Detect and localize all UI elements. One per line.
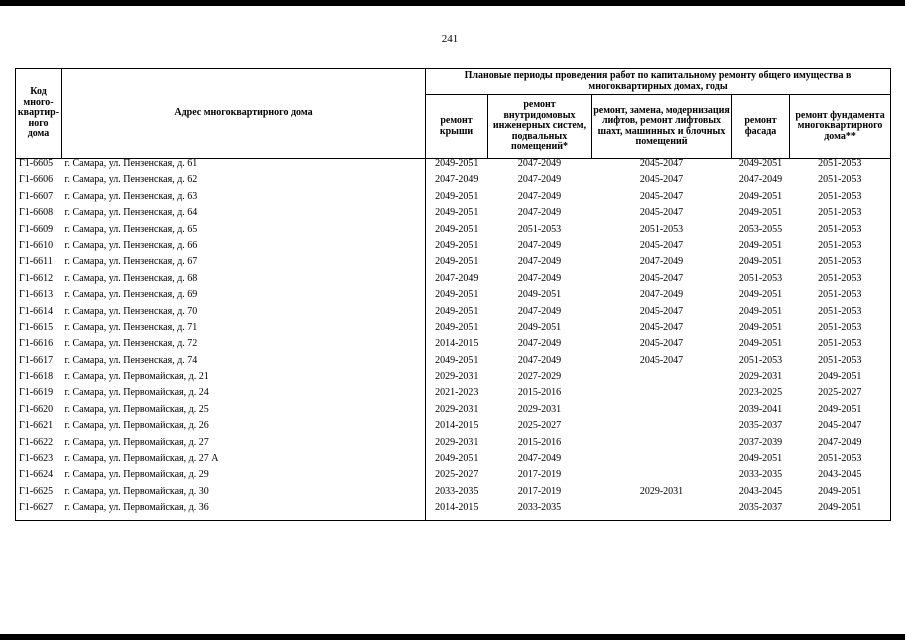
cell-lifts [592,405,732,421]
cell-lifts [592,372,732,388]
cell-systems: 2047-2049 [517,339,562,350]
cell-systems: 2047-2049 [517,158,562,169]
cell-foundation: 2049-2051 [790,487,891,503]
cell-lifts [592,470,732,486]
cell-facade: 2051-2053 [738,273,783,284]
cell-code: Г1-6622 [16,438,62,454]
cell-foundation: 2051-2053 [790,192,891,208]
cell-roof: 2049-2051 [435,191,479,202]
cell-systems: 2051-2053 [517,224,562,235]
cell-code: Г1-6624 [16,470,62,486]
cell-roof: 2049-2051 [435,290,479,301]
repair-schedule-table [15,68,891,521]
cell-roof: 2049-2051 [435,208,479,219]
cell-code: Г1-6610 [16,241,62,257]
cell-systems: 2033-2035 [488,503,592,520]
cell-code: Г1-6609 [16,225,62,241]
cell-roof: 2047-2049 [435,175,479,186]
cell-systems: 2047-2049 [517,454,562,465]
cell-foundation: 2051-2053 [790,225,891,241]
table-row [16,388,891,404]
cell-facade: 2049-2051 [738,191,783,202]
cell-lifts: 2045-2047 [639,191,684,202]
cell-facade: 2051-2053 [738,355,783,366]
table-row [16,208,891,224]
table-row [16,470,891,486]
cell-foundation: 2045-2047 [790,421,891,437]
cell-facade: 2049-2051 [738,306,783,317]
header-code: Код много-квартир-ного дома [16,69,62,159]
cell-foundation: 2051-2053 [790,454,891,470]
cell-foundation: 2051-2053 [790,307,891,323]
header-address: Адрес многоквартирного дома [62,69,426,159]
cell-foundation: 2043-2045 [790,470,891,486]
cell-lifts: 2045-2047 [639,208,684,219]
cell-roof: 2049-2051 [435,224,479,235]
table-row [16,274,891,290]
cell-systems: 2027-2029 [517,372,562,383]
cell-code: Г1-6605 [16,159,62,176]
cell-lifts [592,421,732,437]
cell-roof: 2049-2051 [435,306,479,317]
header-facade: ремонт фасада [732,95,790,159]
cell-lifts: 2047-2049 [639,290,684,301]
cell-lifts: 2045-2047 [639,158,684,169]
cell-facade: 2023-2025 [738,388,783,399]
cell-foundation: 2051-2053 [790,290,891,306]
cell-roof: 2049-2051 [435,322,479,333]
cell-facade: 2049-2051 [738,339,783,350]
cell-roof: 2014-2015 [435,339,479,350]
cell-code: Г1-6614 [16,307,62,323]
cell-address: г. Самара, ул. Первомайская, д. 26 [62,421,426,437]
table-row [16,503,891,520]
cell-facade: 2049-2051 [738,290,783,301]
cell-foundation: 2051-2053 [790,323,891,339]
cell-address: г. Самара, ул. Пензенская, д. 72 [62,339,426,355]
cell-lifts: 2045-2047 [639,306,684,317]
cell-roof: 2049-2051 [435,454,479,465]
top-border [0,0,905,6]
cell-roof: 2029-2031 [435,437,479,448]
cell-lifts [592,454,732,470]
cell-systems: 2029-2031 [517,404,562,415]
header-planned-periods: Плановые периоды проведения работ по капитальному ремонту общего имущества в многоквартирных домах, годы [426,69,891,95]
cell-foundation: 2051-2053 [790,339,891,355]
table-row [16,192,891,208]
cell-facade: 2047-2049 [738,175,783,186]
cell-facade: 2035-2037 [732,503,790,520]
cell-facade: 2029-2031 [738,372,783,383]
cell-address: г. Самара, ул. Первомайская, д. 27 [62,438,426,454]
cell-lifts: 2047-2049 [639,257,684,268]
cell-foundation: 2049-2051 [790,405,891,421]
table-row [16,438,891,454]
cell-roof: 2049-2051 [435,257,479,268]
cell-code: Г1-6620 [16,405,62,421]
cell-address: г. Самара, ул. Пензенская, д. 69 [62,290,426,306]
cell-foundation: 2051-2053 [790,356,891,372]
cell-address: г. Самара, ул. Пензенская, д. 67 [62,257,426,273]
header-systems: ремонт внутридомовых инженерных систем, подвальных помещений* [488,95,592,159]
cell-lifts: 2045-2047 [639,355,684,366]
cell-code: Г1-6623 [16,454,62,470]
cell-address: г. Самара, ул. Пензенская, д. 71 [62,323,426,339]
cell-systems: 2017-2019 [517,470,562,481]
cell-facade: 2039-2041 [738,404,783,415]
cell-lifts: 2045-2047 [639,273,684,284]
cell-facade: 2049-2051 [738,322,783,333]
cell-facade: 2049-2051 [738,158,783,169]
table-row [16,372,891,388]
cell-address: г. Самара, ул. Пензенская, д. 66 [62,241,426,257]
cell-code: Г1-6611 [16,257,62,273]
table-row [16,487,891,503]
cell-foundation: 2051-2053 [790,241,891,257]
cell-roof: 2049-2051 [435,240,479,251]
cell-roof: 2029-2031 [435,372,479,383]
cell-address: г. Самара, ул. Пензенская, д. 70 [62,307,426,323]
cell-facade: 2037-2039 [738,437,783,448]
cell-systems: 2017-2019 [517,486,562,497]
cell-roof: 2033-2035 [435,486,479,497]
table-row [16,225,891,241]
cell-lifts: 2051-2053 [639,224,684,235]
cell-address: г. Самара, ул. Первомайская, д. 30 [62,487,426,503]
cell-systems: 2047-2049 [517,273,562,284]
cell-foundation: 2051-2053 [790,274,891,290]
cell-roof: 2047-2049 [435,273,479,284]
cell-address: г. Самара, ул. Первомайская, д. 25 [62,405,426,421]
cell-code: Г1-6616 [16,339,62,355]
table-row [16,241,891,257]
cell-address: г. Самара, ул. Пензенская, д. 61 [62,159,426,176]
cell-lifts: 2045-2047 [639,339,684,350]
cell-address: г. Самара, ул. Первомайская, д. 21 [62,372,426,388]
cell-code: Г1-6608 [16,208,62,224]
header-roof: ремонт крыши [426,95,488,159]
cell-facade: 2043-2045 [738,486,783,497]
cell-lifts: 2045-2047 [639,322,684,333]
cell-foundation: 2049-2051 [790,503,891,520]
cell-systems: 2049-2051 [517,322,562,333]
cell-facade: 2033-2035 [738,470,783,481]
cell-roof: 2049-2051 [435,158,479,169]
cell-roof: 2014-2015 [426,503,488,520]
table-row [16,257,891,273]
cell-foundation: 2049-2051 [790,372,891,388]
cell-address: г. Самара, ул. Пензенская, д. 62 [62,175,426,191]
cell-code: Г1-6627 [16,503,62,520]
cell-roof: 2025-2027 [435,470,479,481]
cell-facade: 2035-2037 [738,421,783,432]
cell-systems: 2049-2051 [517,290,562,301]
cell-code: Г1-6613 [16,290,62,306]
cell-code: Г1-6621 [16,421,62,437]
cell-foundation: 2051-2053 [790,159,891,176]
cell-facade: 2053-2055 [738,224,783,235]
table-row [16,339,891,355]
cell-systems: 2047-2049 [517,257,562,268]
header-lifts: ремонт, замена, модернизация лифтов, ремонт лифтовых шахт, машинных и блочных помещений [592,95,732,159]
cell-address: г. Самара, ул. Первомайская, д. 36 [62,503,426,520]
cell-roof: 2049-2051 [435,355,479,366]
cell-lifts: 2045-2047 [639,240,684,251]
table-row [16,159,891,176]
table-row [16,323,891,339]
cell-lifts: 2029-2031 [639,486,684,497]
cell-facade: 2049-2051 [738,257,783,268]
cell-code: Г1-6612 [16,274,62,290]
cell-code: Г1-6607 [16,192,62,208]
cell-code: Г1-6617 [16,356,62,372]
cell-systems: 2047-2049 [517,175,562,186]
cell-code: Г1-6606 [16,175,62,191]
cell-systems: 2047-2049 [517,306,562,317]
table-row [16,421,891,437]
cell-address: г. Самара, ул. Пензенская, д. 68 [62,274,426,290]
cell-address: г. Самара, ул. Пензенская, д. 65 [62,225,426,241]
cell-address: г. Самара, ул. Пензенская, д. 74 [62,356,426,372]
cell-address: г. Самара, ул. Первомайская, д. 27 А [62,454,426,470]
table-row [16,454,891,470]
header-foundation: ремонт фундамента многоквартирного дома** [790,95,891,159]
cell-systems: 2015-2016 [517,388,562,399]
cell-roof: 2021-2023 [435,388,479,399]
cell-roof: 2014-2015 [435,421,479,432]
cell-address: г. Самара, ул. Пензенская, д. 63 [62,192,426,208]
cell-code: Г1-6619 [16,388,62,404]
cell-address: г. Самара, ул. Первомайская, д. 24 [62,388,426,404]
bottom-border [0,634,905,640]
cell-address: г. Самара, ул. Первомайская, д. 29 [62,470,426,486]
cell-systems: 2015-2016 [517,437,562,448]
cell-lifts: 2045-2047 [639,175,684,186]
cell-code: Г1-6625 [16,487,62,503]
cell-systems: 2025-2027 [517,421,562,432]
table-row [16,356,891,372]
page-number: 241 [441,33,459,45]
table-row [16,307,891,323]
cell-code: Г1-6618 [16,372,62,388]
cell-systems: 2047-2049 [517,208,562,219]
table-row [16,405,891,421]
cell-systems: 2047-2049 [517,355,562,366]
cell-foundation: 2051-2053 [790,257,891,273]
table-row [16,290,891,306]
cell-foundation: 2051-2053 [790,208,891,224]
table-row [16,175,891,191]
cell-facade: 2049-2051 [738,240,783,251]
cell-code: Г1-6615 [16,323,62,339]
cell-facade: 2049-2051 [738,454,783,465]
cell-facade: 2049-2051 [738,208,783,219]
cell-address: г. Самара, ул. Пензенская, д. 64 [62,208,426,224]
cell-systems: 2047-2049 [517,191,562,202]
cell-systems: 2047-2049 [517,240,562,251]
cell-foundation: 2025-2027 [790,388,891,404]
cell-lifts [592,438,732,454]
cell-lifts [592,503,732,520]
cell-foundation: 2051-2053 [790,175,891,191]
cell-roof: 2029-2031 [435,404,479,415]
cell-foundation: 2047-2049 [790,438,891,454]
cell-lifts [592,388,732,404]
table-body [16,159,891,521]
